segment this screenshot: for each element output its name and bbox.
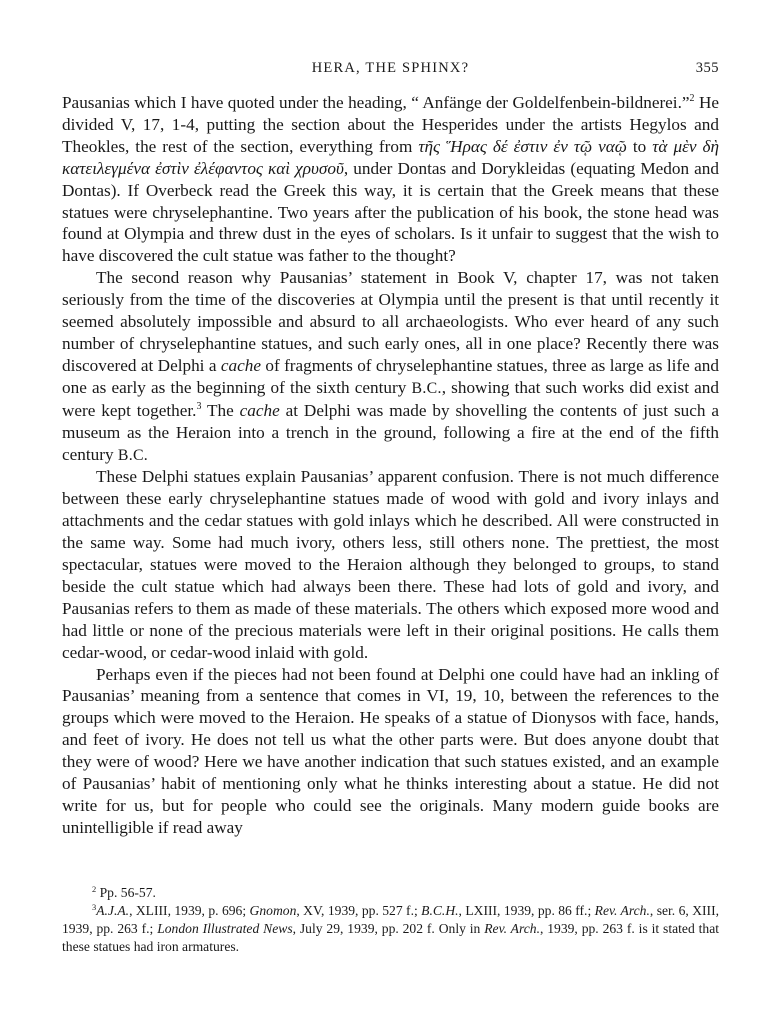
- page-number: 355: [695, 60, 719, 76]
- footnote-text: , ser. 6, XIII, 1939, pp. 263 f.;: [62, 903, 719, 936]
- text-run: of fragments of chryselephantine statues, three as large as life and one as early as the beginning of the sixth century: [62, 355, 719, 397]
- running-head: [62, 60, 719, 80]
- footnote-marker: 2: [92, 883, 97, 894]
- footnote-text: , XLIII, 1939, p. 696;: [129, 903, 250, 918]
- greek-quote: τὰ μὲν δὴ κατειλεγμένα ἐστὶν ἐλέφαντος καὶ χρυσοῦ: [62, 136, 720, 178]
- greek-quote: τῆς Ἥρας δέ ἐστιν ἐν τῷ ναῷ: [418, 136, 627, 156]
- text-run: Pausanias which I have quoted under the heading, “ Anfänge der Goldelfenbein-bildnerei.”: [62, 93, 690, 112]
- italic-term: cache: [239, 400, 280, 420]
- footnote-marker: 3: [92, 901, 97, 912]
- era-abbreviation: B.C.: [411, 379, 442, 397]
- footnote-ref-2: 2: [689, 93, 695, 105]
- footnote-text: , LXIII, 1939, pp. 86 ff.;: [458, 903, 595, 918]
- text-run: The second reason why Pausanias’ statement in Book V, chapter 17, was not taken seriously from the time of the discoveries at Olympia until the present is that until recently it seemed absolutely impossible and absurd to all archaeologists. Who ever heard of any such number of chryselephantine statues, and such early ones, all in one place? Recently there was discovered at Delphi a: [62, 268, 719, 375]
- body-text: [62, 92, 719, 839]
- footnote-3: [62, 902, 719, 956]
- text-run: at Delphi was made by shovelling the contents of just such a museum as the Heraion into a trench in the ground, following a fire at the end of the fifth century: [62, 400, 719, 464]
- footnote-text: , XV, 1939, pp. 527 f.;: [296, 903, 422, 918]
- footnote-text: , July 29, 1939, pp. 202 f. Only in: [292, 921, 485, 936]
- paragraph-1: [62, 92, 719, 267]
- paragraph-2: [62, 267, 719, 466]
- citation-title: B.C.H.: [421, 903, 459, 918]
- italic-term: cache: [220, 355, 261, 375]
- text-run: The: [201, 400, 240, 420]
- text-run: , under Dontas and Dorykleidas (equating Medon and Dontas). If Overbeck read the Greek this way, it is certain that the Greek means that these statues were chryselephantine. Two years after the publication of his book, the stone head was found at Olympia and threw dust in the eyes of scholars. Is it unfair to suggest that the wish to have discovered the cult statue was father to the thought?: [62, 158, 719, 266]
- footnote-2: [62, 884, 719, 902]
- citation-title: Rev. Arch.: [484, 921, 540, 936]
- paragraph-4: Perhaps even if the pieces had not been found at Delphi one could have had an inkling of Pausanias’ meaning from a sentence that comes in VI, 19, 10, between the references to the groups which were moved to the Heraion. He speaks of a statue of Dionysos with face, hands, and feet of ivory. He does not tell us what the other parts were. But does anyone doubt that they were of wood? Here we have another indication that such statues existed, and an example of Pausanias’ habit of mentioning only what he thinks interesting about a statue. He did not write for us, but for people who could see the originals. Many modern guide books are unintelligible if read away: [62, 664, 719, 837]
- footnotes: [62, 884, 719, 956]
- footnote-text: , 1939, pp. 263 f. is it stated that these statues had iron armatures.: [62, 921, 720, 954]
- citation-title: London Illustrated News: [157, 921, 293, 936]
- running-title: HERA, THE SPHINX?: [311, 60, 470, 76]
- era-abbreviation: B.C.: [117, 446, 149, 464]
- text-run: , showing that such works did exist and were kept together.: [62, 377, 719, 420]
- footnote-text: Pp. 56-57.: [96, 885, 156, 900]
- text-run: to: [626, 136, 653, 156]
- citation-title: A.J.A.: [96, 903, 130, 918]
- footnote-ref-3: 3: [196, 400, 202, 412]
- text-run: He divided V, 17, 1-4, putting the section about the Hesperides under the artists Hegylos and Theokles, the rest of the section, everything from: [62, 93, 719, 156]
- paragraph-3: These Delphi statues explain Pausanias’ apparent confusion. There is not much difference between these early chryselephantine statues made of wood with gold and ivory inlays and attachments and the cedar statues with gold inlays which he described. All were constructed in the same way. Some had much ivory, others less, still others none. The prettiest, the most spectacular, statues were moved to the Heraion although they belonged to groups, to stand beside the cult statue which had always been there. These had lots of gold and ivory, and Pausanias refers to them as made of these materials. The others which exposed more wood and had little or none of the precious materials were left in their original positions. He calls them cedar-wood, or cedar-wood inlaid with gold.: [62, 467, 719, 662]
- citation-title: Rev. Arch.: [594, 903, 650, 918]
- citation-title: Gnomon: [249, 903, 297, 918]
